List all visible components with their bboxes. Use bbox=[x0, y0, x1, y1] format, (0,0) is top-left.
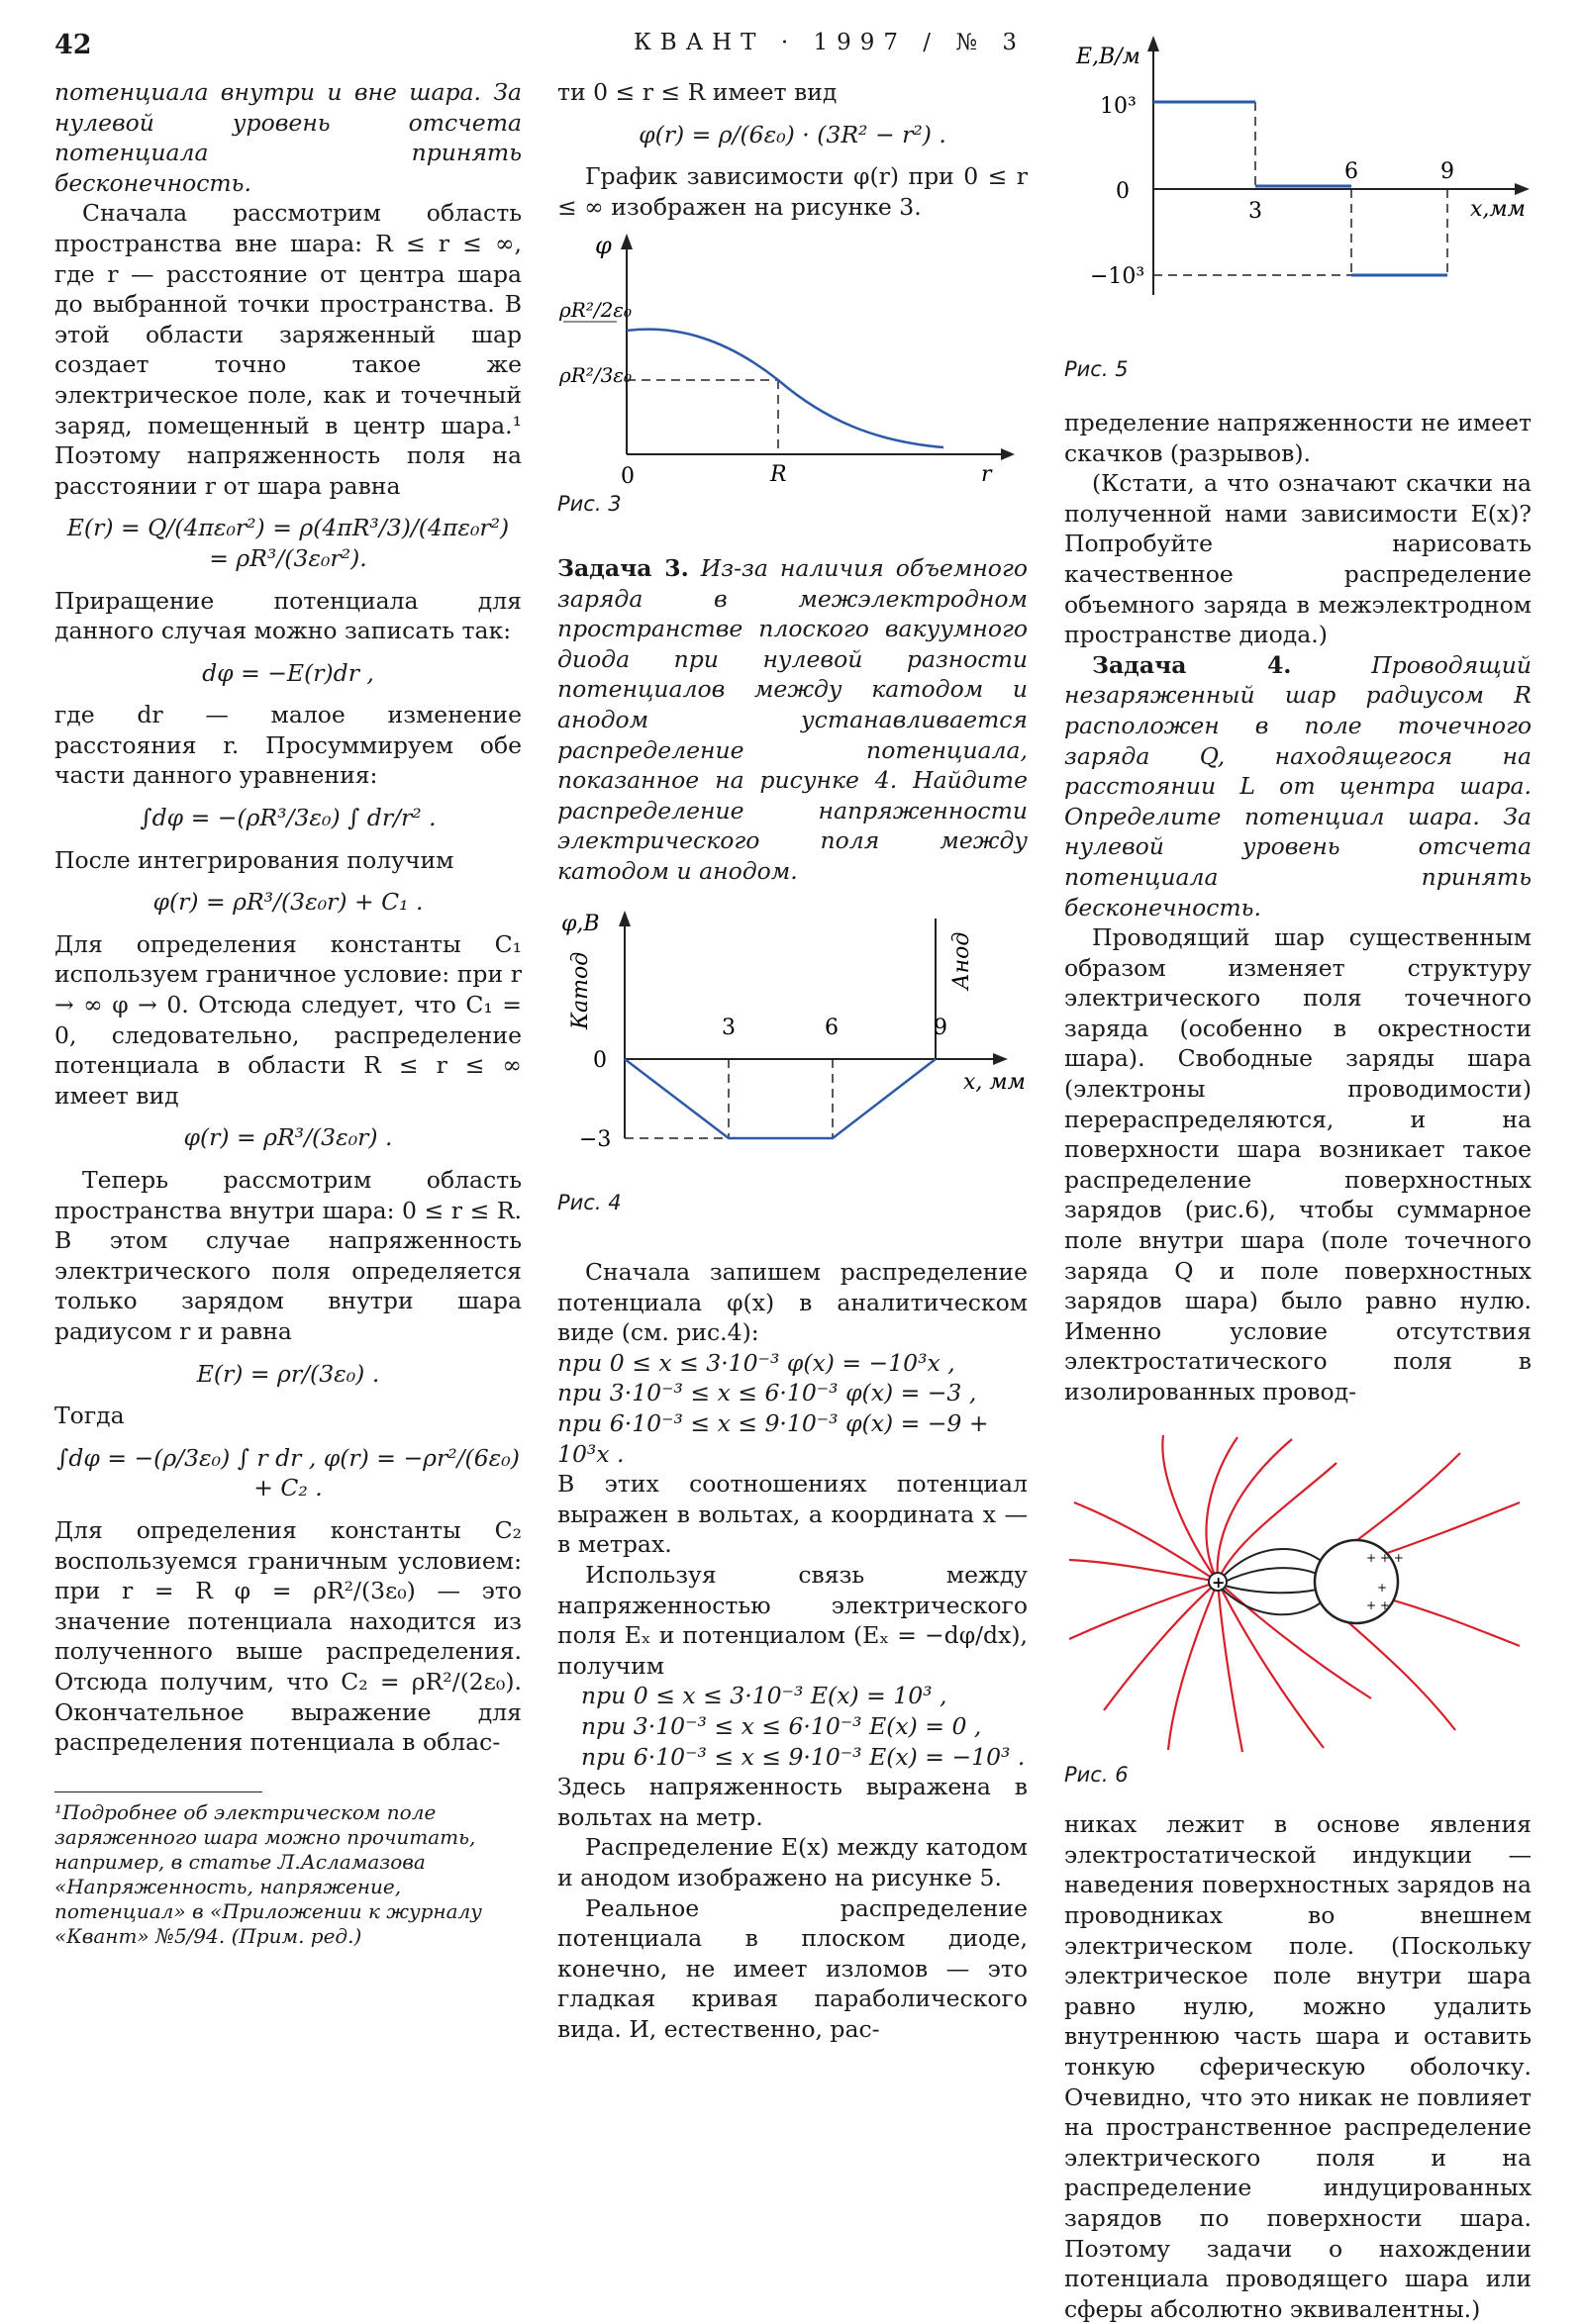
fig4-tick-6: 6 bbox=[825, 1015, 839, 1040]
paragraph: Теперь рассмотрим область пространства внутри шара: 0 ≤ r ≤ R. В этом случае напряженность электрического поля определяется только зарядом внутри шара радиусом r и равна bbox=[54, 1166, 522, 1345]
paragraph: где dr — малое изменение расстояния r. Просуммируем обе части данного уравнения: bbox=[54, 701, 522, 790]
fig4-potential-curve bbox=[625, 1059, 936, 1138]
fig3-tick-0: 0 bbox=[621, 464, 635, 490]
field-cases bbox=[557, 1681, 1028, 1772]
fig5-tick-3: 3 bbox=[1248, 199, 1262, 224]
footnote: ¹Подробнее об электрическом поле заряженного шара можно прочитать, например, в статье Л.Асламазова «Напряженность, напряжение, потенциал» в «Приложении к журналу «Квант» №5/94. (Прим. ред.) bbox=[54, 1799, 482, 1948]
equation: φ(r) = ρ/(6ε₀) · (3R² − r²) . bbox=[639, 120, 946, 148]
equation: E(r) = ρr/(3ε₀) . bbox=[196, 1359, 380, 1388]
fig4-y-tick-0: 0 bbox=[593, 1047, 607, 1073]
paragraph: (Кстати, а что означают скачки на полученной нами зависимости E(x)? Попробуйте нарисовать качественное распределение объемного заряда в межэлектродном пространстве диода.) bbox=[1064, 469, 1532, 649]
equation: ∫dφ = −(ρR³/3ε₀) ∫ dr/r² . bbox=[140, 804, 437, 832]
figure-3-plot bbox=[557, 222, 1028, 489]
fig5-tick-6: 6 bbox=[1344, 159, 1358, 184]
paragraph: Для определения константы C₂ воспользуемся граничным условием: при r = R φ = ρR²/(3ε₀) — это значение потенциала находится из полученного выше распределения. Отсюда получим, что C₂ = ρR²/(2ε₀). Окончательное выражение для распределения потенциала в облас- bbox=[54, 1515, 522, 1757]
equation: φ(r) = ρR³/(3ε₀r) . bbox=[183, 1123, 393, 1152]
paragraph: Используя связь между напряженностью электрического поля Eₓ и потенциалом (Eₓ = −dφ/dx), получим bbox=[557, 1561, 1028, 1680]
figure-5-caption: Рис. 5 bbox=[1064, 357, 1129, 381]
paragraph: Для определения константы C₁ используем граничное условие: при r → ∞ φ → 0. Отсюда следует, что C₁ = 0, следовательно, распределение потенциала в области R ≤ r ≤ ∞ имеет вид bbox=[54, 929, 522, 1110]
case-line: при 0 ≤ x ≤ 3·10⁻³ E(x) = 10³ , bbox=[581, 1682, 947, 1710]
fig6-inner-lines bbox=[1223, 1549, 1320, 1614]
fig4-cathode-label: Катод bbox=[568, 951, 593, 1029]
case-line: при 0 ≤ x ≤ 3·10⁻³ φ(x) = −10³x , bbox=[557, 1348, 955, 1377]
task-4-text: Проводящий незаряженный шар радиусом R расположен в поле точечного заряда Q, находящегося на расстоянии L от центра шара. Определите потенциал шара. За нулевой уровень отсчета потенциала принять бесконечность. bbox=[1064, 650, 1532, 921]
paragraph: потенциала внутри и вне шара. За нулевой уровень отсчета потенциала принять бесконечность. bbox=[54, 78, 522, 197]
footnote-rule bbox=[54, 1791, 262, 1792]
equation: dφ = −E(r)dr , bbox=[202, 658, 374, 687]
task-4-title: Задача 4. bbox=[1092, 650, 1292, 679]
task-3-text: Из-за наличия объемного заряда в межэлектродном пространстве плоского вакуумного диода при нулевой разности потенциалов между катодом и анодом устанавливается распределение потенциала, показанное на рисунке 4. Найдите распределение напряженности электрического поля между катодом и анодом. bbox=[557, 553, 1028, 885]
paragraph: пределение напряженности не имеет скачков (разрывов). bbox=[1064, 409, 1532, 467]
magazine-header: КВАНТ · 1997 / № 3 bbox=[634, 30, 1027, 55]
task-3-title: Задача 3. bbox=[557, 553, 689, 582]
fig3-curve bbox=[627, 330, 943, 447]
case-line: при 6·10⁻³ ≤ x ≤ 9·10⁻³ φ(x) = −9 + 10³x . bbox=[557, 1409, 989, 1468]
equation: φ(r) = ρR³/(3ε₀r) + C₁ . bbox=[152, 888, 424, 917]
fig6-field-lines-group bbox=[1069, 1435, 1520, 1752]
figure-6-field-lines bbox=[1064, 1433, 1532, 1760]
paragraph: Приращение потенциала для данного случая можно записать так: bbox=[54, 586, 522, 645]
paragraph: Проводящий шар существенным образом изменяет структуру электрического поля точечного заряда (особенно в окрестности шара). Свободные заряды шара (электроны проводимости) перераспределяются, и на поверхности шара возникает такое распределение поверхностных зарядов (рис.6), чтобы суммарное поле внутри шара (поле точечного заряда Q и поле поверхностных зарядов шара) было равно нулю. Именно условие отсутствия электростатического поля в изолированных провод- bbox=[1064, 923, 1532, 1405]
fig5-y-axis-label: E,В/м bbox=[1076, 45, 1140, 69]
fig5-x-axis-label: x,мм bbox=[1470, 197, 1526, 222]
case-line: при 3·10⁻³ ≤ x ≤ 6·10⁻³ φ(x) = −3 , bbox=[557, 1379, 977, 1407]
figure-5-plot bbox=[1064, 28, 1559, 325]
fig4-anode-label: Анод bbox=[949, 931, 974, 990]
paragraph: График зависимости φ(r) при 0 ≤ r ≤ ∞ изображен на рисунке 3. bbox=[557, 162, 1028, 221]
fig4-y-axis-label: φ,В bbox=[561, 911, 600, 936]
fig3-label-top: ρR²/2ε₀ bbox=[559, 298, 633, 323]
fig5-y-tick-bot: −10³ bbox=[1090, 264, 1145, 289]
fig5-y-tick-0: 0 bbox=[1116, 179, 1130, 204]
fig6-surface-charges: + bbox=[1377, 1580, 1388, 1595]
potential-cases bbox=[557, 1348, 1028, 1469]
fig6-surface-charges: + + bbox=[1366, 1598, 1390, 1612]
fig6-plus-sign: + bbox=[1212, 1572, 1226, 1592]
task-4 bbox=[1064, 650, 1532, 922]
paragraph: Здесь напряженность выражена в вольтах на метр. bbox=[557, 1773, 1028, 1831]
figure-6-caption: Рис. 6 bbox=[1064, 1762, 1129, 1787]
paragraph: ти 0 ≤ r ≤ R имеет вид bbox=[557, 78, 838, 106]
column-3 bbox=[1064, 408, 1532, 2324]
paragraph: Распределение E(x) между катодом и анодом изображено на рисунке 5. bbox=[557, 1833, 1028, 1891]
fig3-y-axis-label: φ bbox=[595, 232, 612, 260]
fig4-tick-3: 3 bbox=[722, 1015, 736, 1040]
figure-3-caption: Рис. 3 bbox=[557, 492, 622, 517]
fig6-surface-charges: + + + bbox=[1366, 1550, 1404, 1565]
fig3-tick-R: R bbox=[770, 462, 787, 488]
fig5-tick-9: 9 bbox=[1440, 159, 1454, 184]
paragraph: Сначала рассмотрим область пространства вне шара: R ≤ r ≤ ∞, где r — расстояние от центра шара до выбранной точки пространства. В этой области заряженный шар создает точно такое же электрическое поле, как и точечный заряд, помещенный в центр шара.¹ Поэтому напряженность поля на расстоянии r от шара равна bbox=[54, 199, 522, 500]
fig4-y-tick-minus3: −3 bbox=[579, 1126, 612, 1152]
paragraph: никах лежит в основе явления электростатической индукции — наведения поверхностных зарядов на проводниках во внешнем электрическом поле. (Поскольку электрическое поле внутри шара равно нулю, можно удалить внутреннюю часть шара и оставить тонкую сферическую оболочку. Очевидно, что это никак не повлияет на пространственное распределение электрического поля и на распределение индуцированных зарядов по поверхности шара. Поэтому задачи о нахождении потенциала проводящего шара или сферы абсолютно эквивалентны.) bbox=[1064, 1810, 1532, 2323]
case-line: при 3·10⁻³ ≤ x ≤ 6·10⁻³ E(x) = 0 , bbox=[581, 1712, 982, 1740]
paragraph: Сначала запишем распределение потенциала φ(x) в аналитическом виде (см. рис.4): bbox=[557, 1258, 1028, 1347]
column-1 bbox=[54, 77, 522, 1949]
column-2 bbox=[557, 77, 1028, 2045]
equation: E(r) = Q/(4πε₀r²) = ρ(4πR³/3)/(4πε₀r²) = ρR³/(3ε₀r²). bbox=[66, 514, 510, 572]
figure-4-plot bbox=[557, 901, 1028, 1188]
task-3 bbox=[557, 553, 1028, 887]
paragraph: Реальное распределение потенциала в плоском диоде, конечно, не имеет изломов — это гладкая кривая параболического вида. И, естественно, рас- bbox=[557, 1893, 1028, 2043]
paragraph: После интегрирования получим bbox=[54, 845, 454, 874]
fig5-y-tick-top: 10³ bbox=[1100, 94, 1137, 119]
case-line: при 6·10⁻³ ≤ x ≤ 9·10⁻³ E(x) = −10³ . bbox=[581, 1742, 1026, 1771]
paragraph: Тогда bbox=[54, 1402, 125, 1430]
fig4-x-axis-label: x, мм bbox=[963, 1069, 1026, 1095]
page-number: 42 bbox=[54, 30, 92, 60]
equation: ∫dφ = −(ρ/3ε₀) ∫ r dr , φ(r) = −ρr²/(6ε₀) + C₂ . bbox=[56, 1443, 520, 1502]
fig3-x-axis-label: r bbox=[981, 462, 992, 488]
fig3-label-mid: ρR²/3ε₀ bbox=[559, 363, 633, 388]
paragraph: В этих соотношениях потенциал выражен в вольтах, а координата x — в метрах. bbox=[557, 1470, 1028, 1559]
figure-4-caption: Рис. 4 bbox=[557, 1190, 622, 1214]
fig4-tick-9: 9 bbox=[934, 1015, 947, 1040]
